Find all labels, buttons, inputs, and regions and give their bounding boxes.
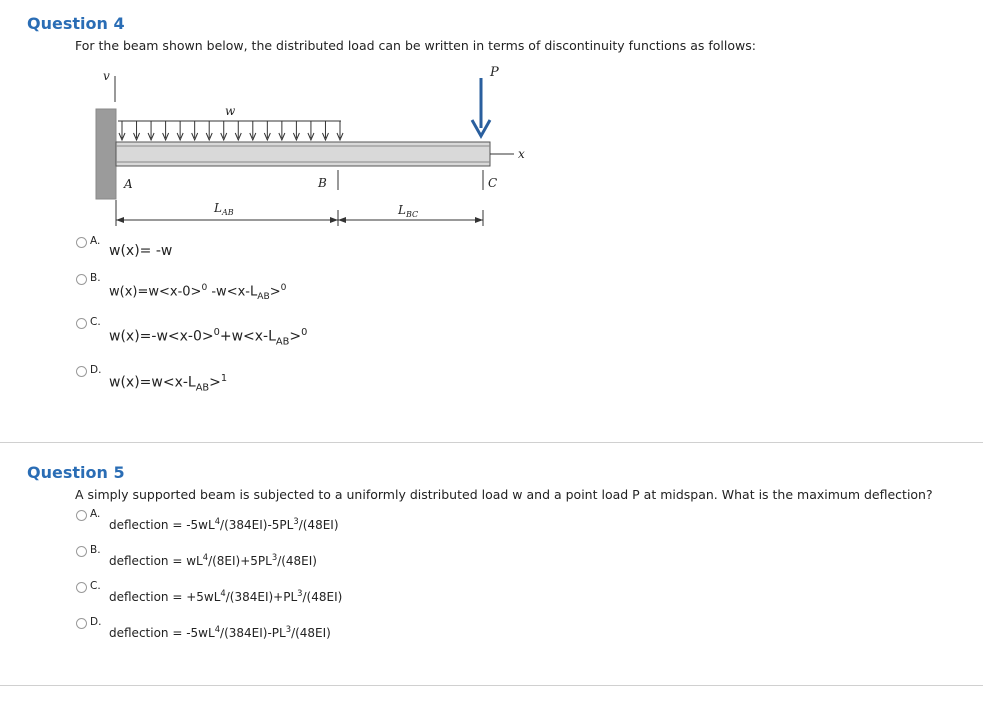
q4-option-c-formula: $w(x)=-w<x-0>^0+w<x-L_{AB}>^0$	[109, 327, 308, 348]
q5-option-c-radio[interactable]	[76, 582, 87, 593]
q4-option-b-letter: B.	[90, 272, 101, 284]
q4-option-d-letter: D.	[90, 364, 102, 376]
q4-option-d-radio[interactable]	[76, 366, 87, 377]
label-b: B	[318, 176, 327, 190]
q4-option-b-radio[interactable]	[76, 274, 87, 285]
label-c: C	[488, 176, 498, 190]
bottom-divider	[0, 685, 983, 686]
label-p: P	[490, 65, 499, 80]
question-5-title: Question 5	[27, 463, 125, 482]
label-w: w	[225, 104, 236, 118]
q4-option-a-radio[interactable]	[76, 237, 87, 248]
label-lbc: $L_{BC}$	[398, 203, 419, 219]
q4-option-c-radio[interactable]	[76, 318, 87, 329]
label-lab: $L_{AB}$	[214, 201, 234, 217]
q4-option-c-letter: C.	[90, 316, 101, 328]
q5-option-b-radio[interactable]	[76, 546, 87, 557]
q5-option-b-letter: B.	[90, 544, 101, 556]
q4-option-d-formula: $w(x)=w<x-L_{AB}>^1$	[109, 373, 228, 394]
q5-option-d-letter: D.	[90, 616, 102, 628]
q5-option-c-formula: deflection = $+5wL^4/(384EI)+PL^3/(48EI)$	[109, 588, 343, 604]
fixed-wall	[96, 109, 116, 199]
q5-option-a-letter: A.	[90, 508, 101, 520]
q4-option-a-letter: A.	[90, 235, 101, 247]
q5-option-d-formula: deflection = $-5wL^4/(384EI)-PL^3/(48EI)$	[109, 624, 331, 640]
label-v: v	[103, 69, 110, 83]
q5-option-c-letter: C.	[90, 580, 101, 592]
beam-figure	[0, 60, 983, 300]
label-x: x	[518, 147, 525, 161]
question-5-prompt: A simply supported beam is subjected to a uniformly distributed load w and a point load P at midspan. What is the maximum deflection?	[75, 487, 933, 502]
q5-option-a-radio[interactable]	[76, 510, 87, 521]
q5-option-a-formula: deflection = $-5wL^4/(384EI)-5PL^3/(48EI)$	[109, 516, 339, 532]
question-4-prompt: For the beam shown below, the distributed load can be written in terms of discontinuity functions as follows:	[75, 38, 756, 53]
label-a: A	[124, 177, 133, 191]
q5-option-b-formula: deflection = $wL^4/(8EI)+5PL^3/(48EI)$	[109, 552, 317, 568]
question-divider	[0, 442, 983, 443]
q4-option-a-formula: w(x)= -w	[109, 243, 173, 259]
q4-option-b-formula: w(x)=w<x-0>$^0$ $-w<x-L_{AB}>^0$	[109, 283, 287, 302]
question-4-title: Question 4	[27, 14, 125, 33]
q5-option-d-radio[interactable]	[76, 618, 87, 629]
distributed-load-arrows	[119, 121, 343, 140]
